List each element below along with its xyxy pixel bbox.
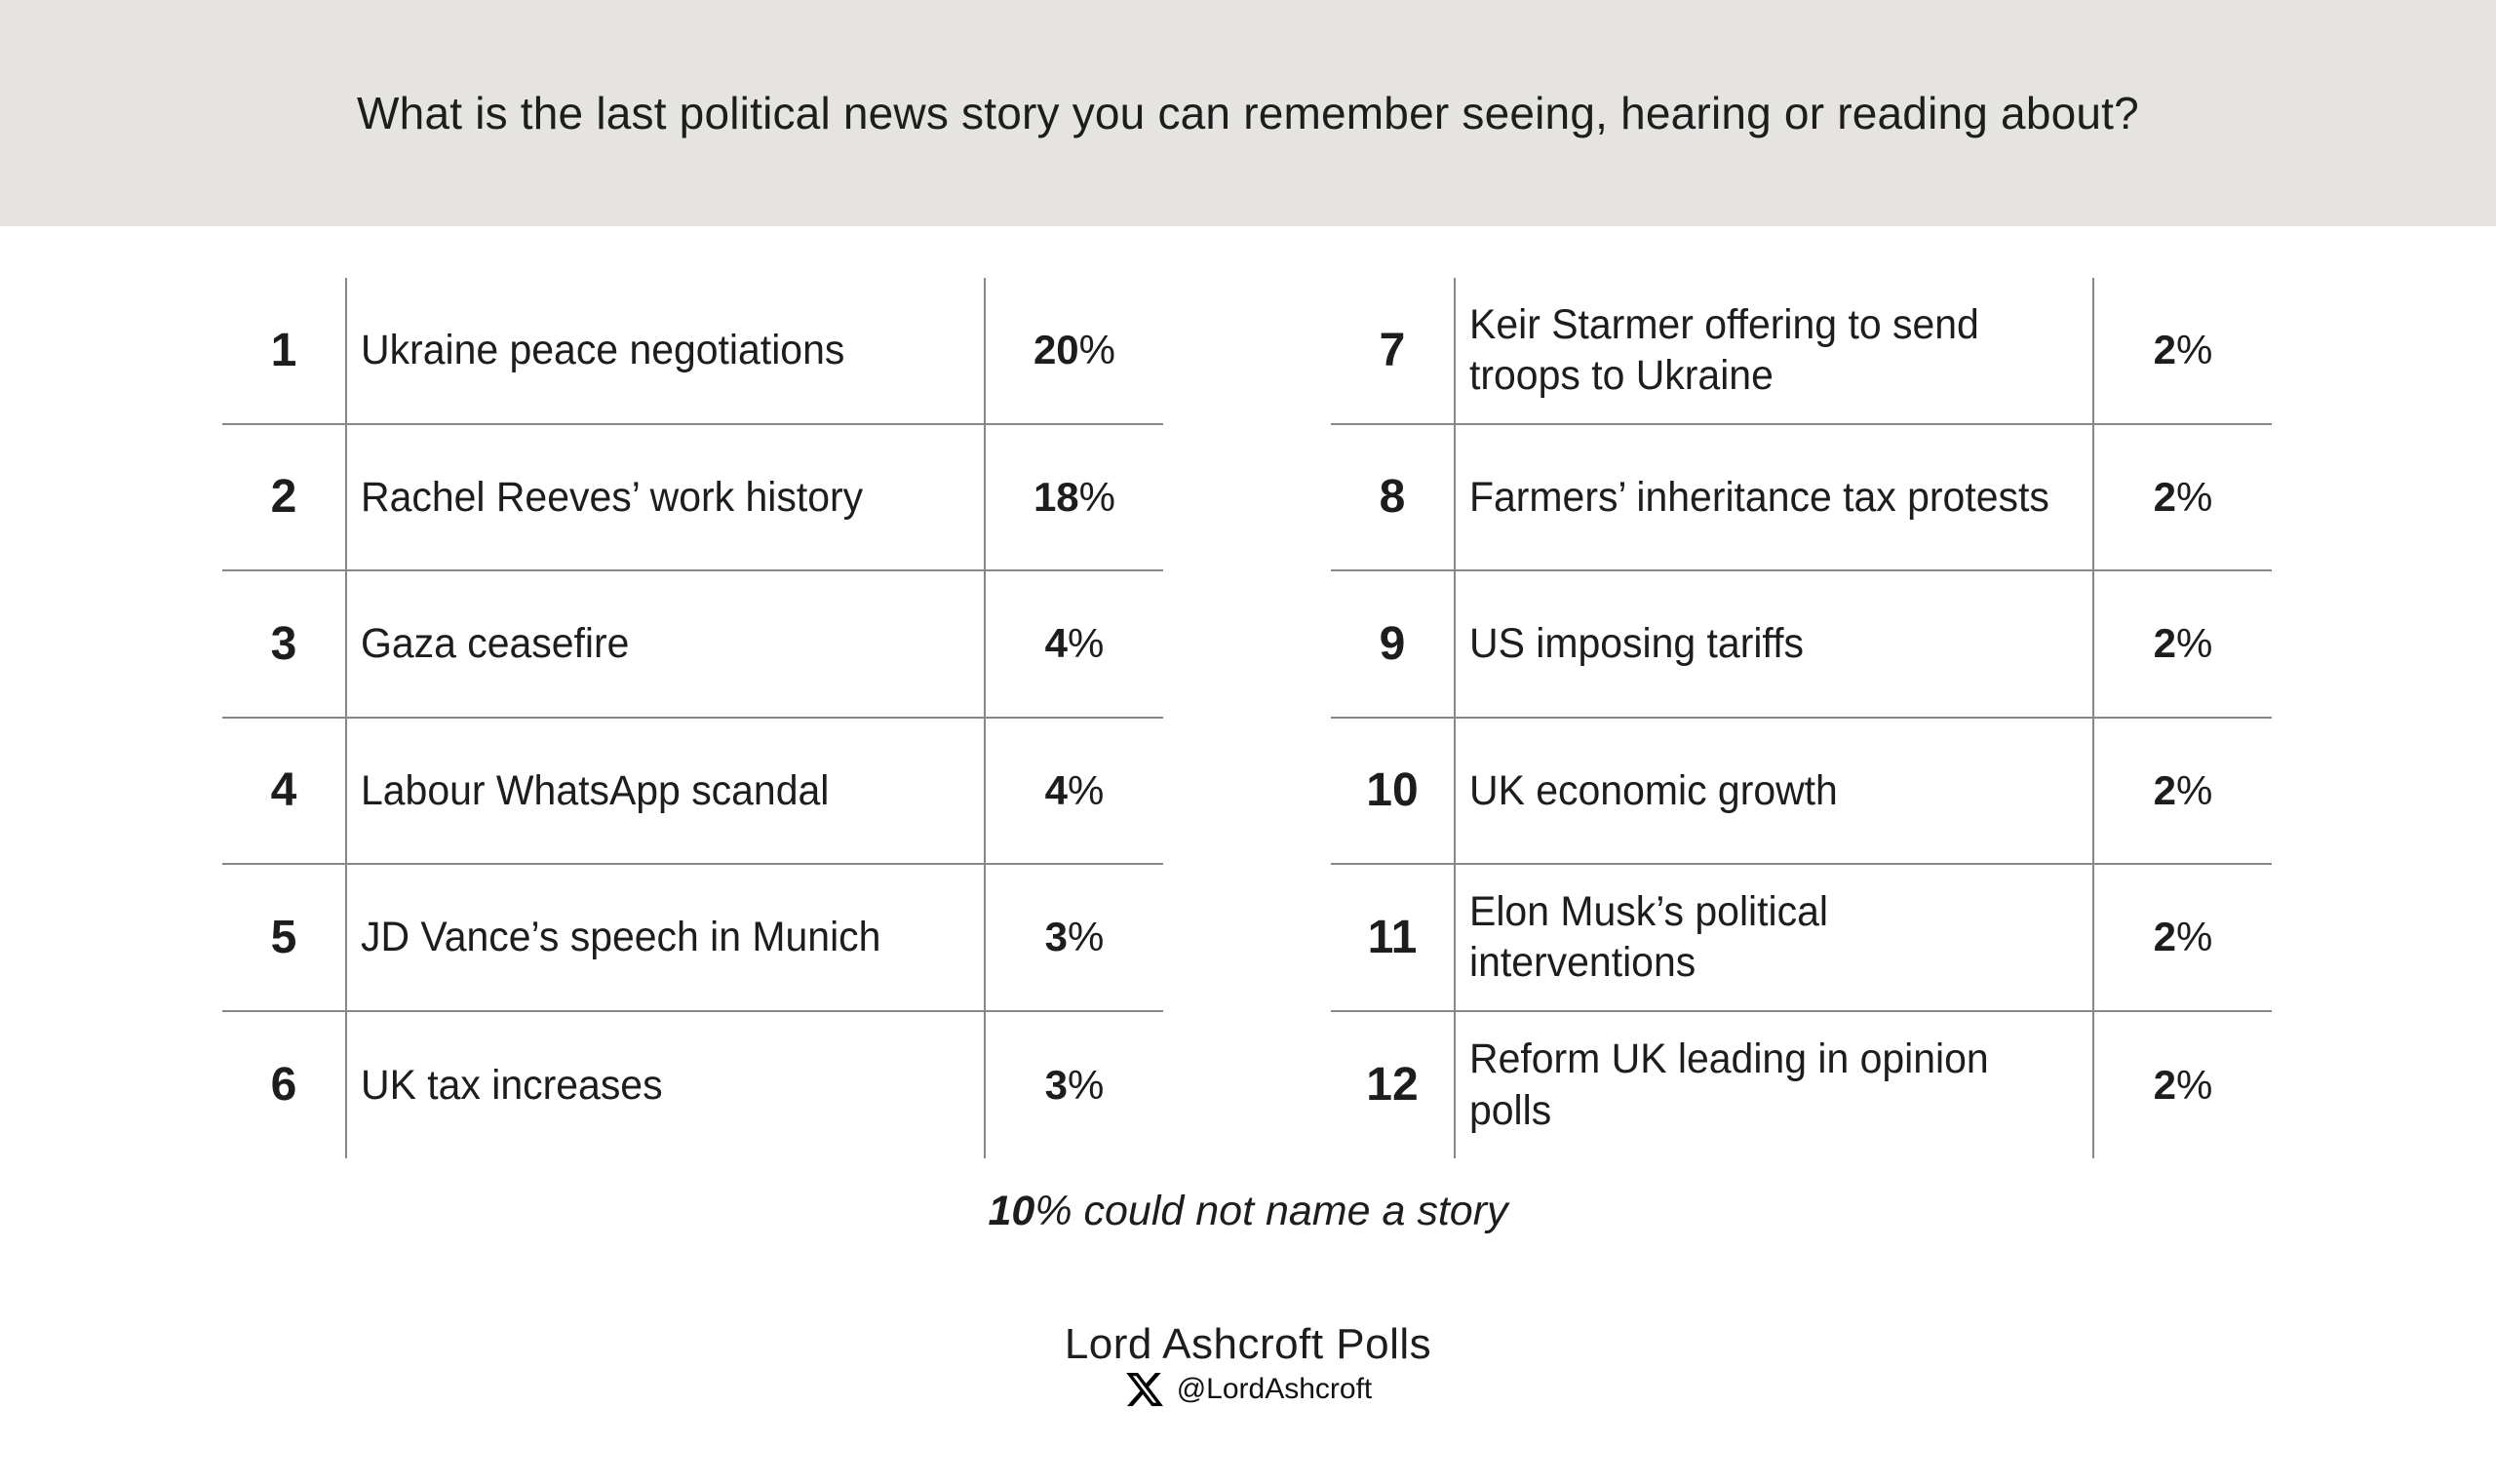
footer-title: Lord Ashcroft Polls bbox=[1064, 1320, 1432, 1368]
rank-cell: 8 bbox=[1331, 425, 1454, 572]
percent-value: 2 bbox=[2153, 914, 2176, 960]
x-logo-icon bbox=[1124, 1369, 1165, 1410]
note bbox=[0, 1188, 2496, 1235]
percent-value: 4 bbox=[1044, 620, 1068, 667]
percent-sign: % bbox=[1068, 914, 1105, 960]
percent-cell bbox=[986, 571, 1163, 719]
percent-cell bbox=[986, 425, 1163, 572]
story-cell bbox=[345, 1012, 986, 1159]
percent-value: 3 bbox=[1044, 914, 1068, 960]
percent-cell bbox=[986, 719, 1163, 866]
twitter-handle: @LordAshcroft bbox=[1176, 1373, 1373, 1405]
story-cell bbox=[1454, 425, 2094, 572]
story-text: Farmers’ inheritance tax protests bbox=[1469, 473, 2049, 521]
percent-value: 18 bbox=[1033, 473, 1079, 520]
story-text: Rachel Reeves’ work history bbox=[361, 473, 864, 521]
percent-value: 2 bbox=[2153, 766, 2176, 813]
percent-value: 3 bbox=[1044, 1061, 1068, 1108]
percent-sign: % bbox=[2176, 327, 2213, 373]
poll-question: What is the last political news story you can remember seeing, hearing or reading about? bbox=[357, 88, 2139, 138]
story-cell bbox=[345, 571, 986, 719]
story-text: US imposing tariffs bbox=[1469, 620, 1804, 668]
rank-cell: 9 bbox=[1331, 571, 1454, 719]
story-text: UK tax increases bbox=[361, 1061, 663, 1109]
percent-value: 20 bbox=[1033, 327, 1079, 373]
note-text: % could not name a story bbox=[1034, 1188, 1508, 1234]
percent-sign: % bbox=[2176, 1061, 2213, 1108]
percent-value: 2 bbox=[2153, 620, 2176, 667]
rank-cell: 12 bbox=[1366, 1059, 1419, 1112]
percent-cell bbox=[986, 278, 1163, 425]
rank-cell: 10 bbox=[1331, 719, 1454, 866]
percent-sign: % bbox=[2176, 473, 2213, 520]
rank-table-left bbox=[222, 278, 1163, 1158]
percent-sign: % bbox=[2176, 620, 2213, 667]
percent-sign: % bbox=[1078, 327, 1116, 373]
story-cell bbox=[345, 719, 986, 866]
footer-handle-row bbox=[0, 1369, 2496, 1410]
percent-cell bbox=[986, 865, 1163, 1012]
percent-cell bbox=[2094, 1012, 2272, 1159]
story-text: JD Vance’s speech in Munich bbox=[361, 914, 881, 961]
story-text: Reform UK leading in opinion polls bbox=[1469, 1035, 1989, 1134]
percent-cell bbox=[2094, 719, 2272, 866]
percent-sign: % bbox=[1068, 766, 1105, 813]
rank-cell: 2 bbox=[222, 425, 345, 572]
story-cell bbox=[1454, 719, 2094, 866]
percent-value: 2 bbox=[2153, 327, 2176, 373]
percent-value: 2 bbox=[2153, 1061, 2176, 1108]
story-cell bbox=[345, 425, 986, 572]
story-text: Gaza ceasefire bbox=[361, 620, 630, 668]
percent-sign: % bbox=[1068, 1061, 1105, 1108]
percent-cell bbox=[2094, 278, 2272, 425]
question-band bbox=[0, 0, 2496, 226]
percent-value: 4 bbox=[1044, 766, 1068, 813]
rank-cell: 1 bbox=[222, 278, 345, 425]
rank-cell: 6 bbox=[270, 1059, 297, 1112]
percent-sign: % bbox=[2176, 766, 2213, 813]
percent-sign: % bbox=[1068, 620, 1105, 667]
rank-cell: 5 bbox=[222, 865, 345, 1012]
story-cell bbox=[345, 865, 986, 1012]
rank-cell: 4 bbox=[222, 719, 345, 866]
percent-sign: % bbox=[1078, 473, 1116, 520]
story-cell bbox=[1454, 865, 2094, 1012]
percent-cell bbox=[2094, 865, 2272, 1012]
story-text: UK economic growth bbox=[1469, 766, 1838, 814]
rank-cell: 3 bbox=[222, 571, 345, 719]
percent-cell bbox=[2094, 571, 2272, 719]
percent-cell bbox=[986, 1012, 1163, 1159]
percent-value: 2 bbox=[2153, 473, 2176, 520]
rank-table-right bbox=[1331, 278, 2272, 1158]
percent-cell bbox=[2094, 425, 2272, 572]
story-cell bbox=[1454, 571, 2094, 719]
story-cell bbox=[1454, 278, 2094, 425]
story-text: Ukraine peace negotiations bbox=[361, 327, 845, 374]
rank-cell: 7 bbox=[1331, 278, 1454, 425]
note-percentage: 10 bbox=[988, 1188, 1035, 1234]
story-text: Labour WhatsApp scandal bbox=[361, 766, 830, 814]
story-cell bbox=[345, 278, 986, 425]
rank-cell: 11 bbox=[1331, 865, 1454, 1012]
story-text: Keir Starmer offering to send troops to Ukraine bbox=[1469, 300, 1979, 400]
percent-sign: % bbox=[2176, 914, 2213, 960]
story-cell bbox=[1454, 1012, 2094, 1159]
story-text: Elon Musk’s political interventions bbox=[1469, 887, 1828, 987]
